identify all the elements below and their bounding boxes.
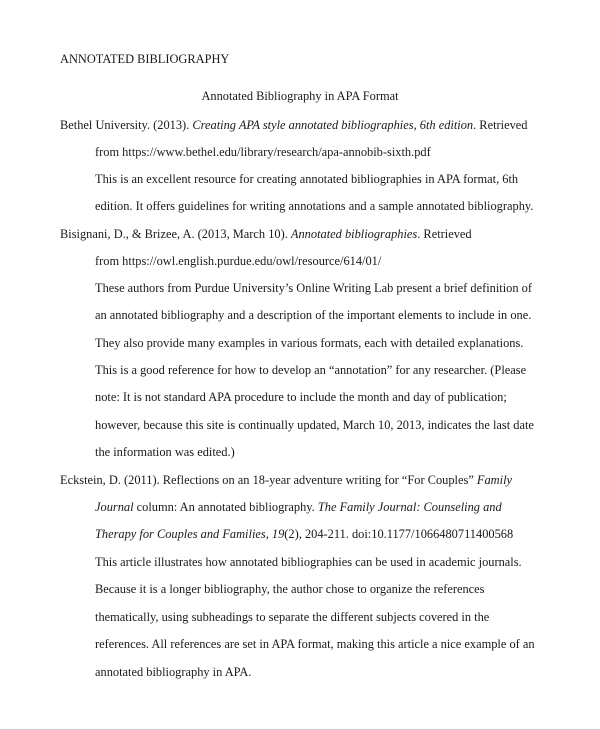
running-head: ANNOTATED BIBLIOGRAPHY xyxy=(60,52,230,66)
reference-line: from https://owl.english.purdue.edu/owl/resource/614/01/ xyxy=(95,254,382,268)
annotation-line: This article illustrates how annotated bibliographies can be used in academic journals. xyxy=(95,555,522,569)
annotation-line: They also provide many examples in various formats, each with detailed explanations. xyxy=(95,336,524,350)
annotation-line: edition. It offers guidelines for writing annotations and a sample annotated bibliography. xyxy=(95,199,534,213)
annotation-line: an annotated bibliography and a description of the important elements to include in one. xyxy=(95,308,532,322)
reference-line: Journal column: An annotated bibliography. The Family Journal: Counseling and xyxy=(95,500,502,514)
annotation-line: references. All references are set in APA format, making this article a nice example of an xyxy=(95,637,535,651)
annotation-line: This is a good reference for how to develop an “annotation” for any researcher. (Please xyxy=(95,363,527,377)
reference-line: Therapy for Couples and Families, 19(2), 204-211. doi:10.1177/1066480711400568 xyxy=(95,527,514,541)
reference-line: Bethel University. (2013). Creating APA style annotated bibliographies, 6th edition. Retrieved xyxy=(60,118,528,132)
annotation-line: however, because this site is continually updated, March 10, 2013, indicates the last date xyxy=(95,418,534,432)
annotation-line: These authors from Purdue University’s Online Writing Lab present a brief definition of xyxy=(95,281,532,295)
reference-line: Bisignani, D., & Brizee, A. (2013, March 10). Annotated bibliographies. Retrieved xyxy=(60,227,472,241)
annotation-line: Because it is a longer bibliography, the author chose to organize the references xyxy=(95,582,485,596)
annotation-line: annotated bibliography in APA. xyxy=(95,665,252,679)
reference-line: Eckstein, D. (2011). Reflections on an 18-year adventure writing for “For Couples” Family xyxy=(60,473,513,487)
annotation-line: note: It is not standard APA procedure to include the month and day of publication; xyxy=(95,390,507,404)
annotation-line: thematically, using subheadings to separate the different subjects covered in the xyxy=(95,610,490,624)
reference-line: from https://www.bethel.edu/library/research/apa-annobib-sixth.pdf xyxy=(95,145,431,159)
annotation-line: This is an excellent resource for creating annotated bibliographies in APA format, 6th xyxy=(95,172,519,186)
annotation-line: the information was edited.) xyxy=(95,445,235,459)
page-title: Annotated Bibliography in APA Format xyxy=(201,89,399,103)
